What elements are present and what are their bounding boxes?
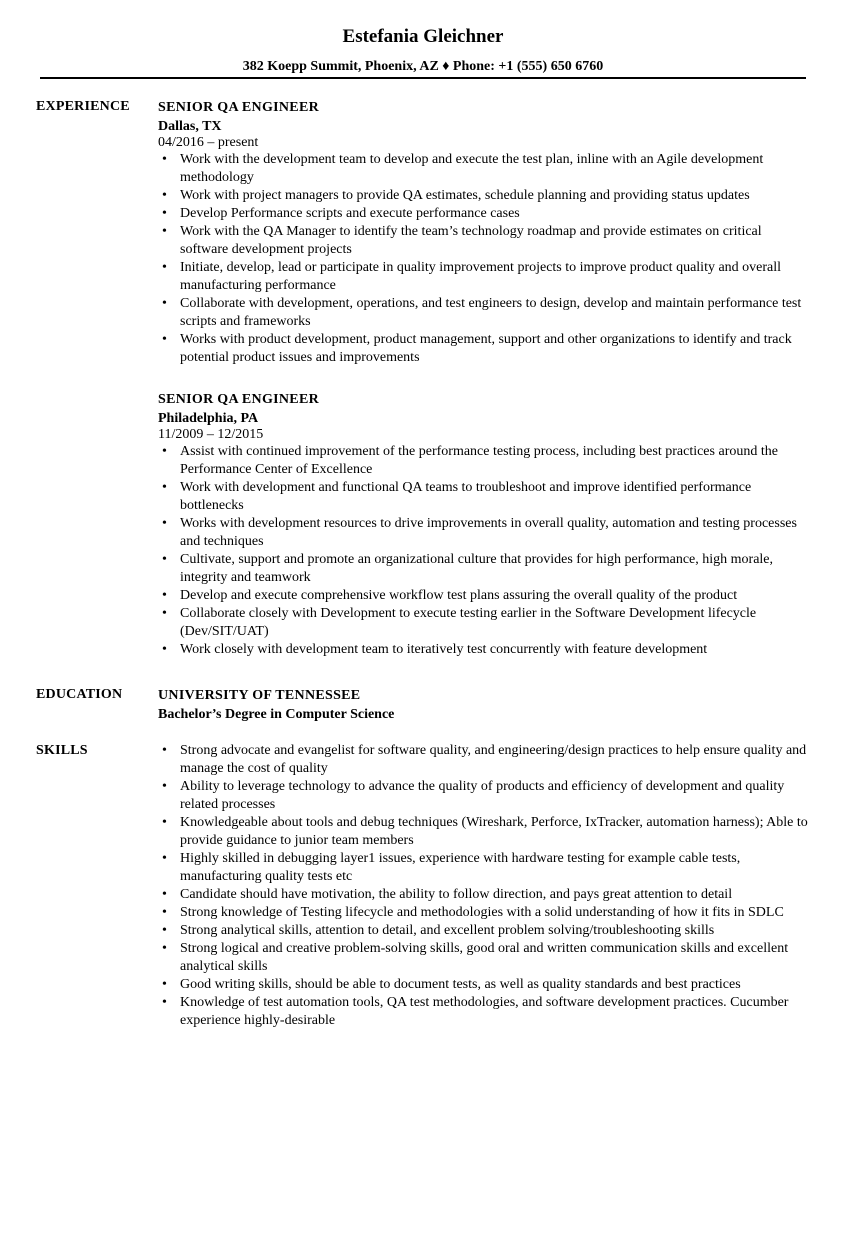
school-name: UNIVERSITY OF TENNESSEE (158, 688, 361, 703)
list-item: • Strong analytical skills, attention to detail, and excellent problem solving/troubleshooting skills (158, 922, 808, 940)
list-item: • Knowledge of test automation tools, QA test methodologies, and software development practices. Cucumber experience highly-desirable (158, 994, 808, 1030)
list-item: • Develop and execute comprehensive workflow test plans assuring the overall quality of the product (158, 587, 808, 605)
list-item: • Collaborate closely with Development to execute testing earlier in the Software Development lifecycle (Dev/SIT/UAT) (158, 605, 808, 641)
job-location: Philadelphia, PA (158, 411, 259, 426)
list-item: • Work closely with development team to iteratively test concurrently with feature development (158, 641, 808, 659)
education-entry (158, 687, 808, 725)
section-label-education: EDUCATION (36, 687, 123, 702)
list-item: • Assist with continued improvement of the performance testing process, including best practices around the Performance Center of Excellence (158, 443, 808, 479)
job-dates: 04/2016 – present (158, 135, 259, 150)
list-item: • Good writing skills, should be able to document tests, as well as quality standards and best practices (158, 976, 808, 994)
list-item: • Develop Performance scripts and execute performance cases (158, 205, 808, 223)
list-item: • Ability to leverage technology to advance the quality of products and efficiency of development and quality related processes (158, 778, 808, 814)
list-item: • Initiate, develop, lead or participate in quality improvement projects to improve product quality and overall manufacturing performance (158, 259, 808, 295)
job-bullet-list (158, 151, 808, 367)
list-item: • Candidate should have motivation, the ability to follow direction, and pays great attention to detail (158, 886, 808, 904)
header-divider (40, 77, 806, 79)
list-item: • Work with project managers to provide QA estimates, schedule planning and providing status updates (158, 187, 808, 205)
list-item: • Strong advocate and evangelist for software quality, and engineering/design practices to help ensure quality and manage the cost of quality (158, 742, 808, 778)
list-item: • Strong logical and creative problem-solving skills, good oral and written communication skills and excellent analytical skills (158, 940, 808, 976)
list-item: • Knowledgeable about tools and debug techniques (Wireshark, Perforce, IxTracker, automation harness); Able to provide guidance to junior team members (158, 814, 808, 850)
job-entry (158, 391, 808, 659)
list-item: • Work with development and functional QA teams to troubleshoot and improve identified performance bottlenecks (158, 479, 808, 515)
list-item: • Work with the QA Manager to identify the team’s technology roadmap and provide estimates on critical software development projects (158, 223, 808, 259)
skills-entry (158, 742, 808, 1030)
job-location: Dallas, TX (158, 119, 222, 134)
list-item: • Works with development resources to drive improvements in overall quality, automation and testing processes and techniques (158, 515, 808, 551)
list-item: • Cultivate, support and promote an organizational culture that provides for high performance, high morale, integrity and teamwork (158, 551, 808, 587)
list-item: • Strong knowledge of Testing lifecycle and methodologies with a solid understanding of how it fits in SDLC (158, 904, 808, 922)
job-title: SENIOR QA ENGINEER (158, 392, 319, 407)
list-item: • Works with product development, product management, support and other organizations to identify and track potential product issues and improvements (158, 331, 808, 367)
job-bullet-list (158, 443, 808, 659)
list-item: • Highly skilled in debugging layer1 issues, experience with hardware testing for example cable tests, manufacturing quality tests etc (158, 850, 808, 886)
degree: Bachelor’s Degree in Computer Science (158, 707, 395, 722)
job-entry (158, 99, 808, 367)
section-label-experience: EXPERIENCE (36, 99, 130, 114)
section-label-skills: SKILLS (36, 743, 88, 758)
contact-line: 382 Koepp Summit, Phoenix, AZ ♦ Phone: +1 (555) 650 6760 (242, 59, 604, 74)
skills-bullet-list (158, 742, 808, 1030)
candidate-name: Estefania Gleichner (342, 26, 504, 47)
list-item: • Collaborate with development, operations, and test engineers to design, develop and maintain performance test scripts and frameworks (158, 295, 808, 331)
job-dates: 11/2009 – 12/2015 (158, 427, 264, 442)
list-item: • Work with the development team to develop and execute the test plan, inline with an Agile development methodology (158, 151, 808, 187)
job-title: SENIOR QA ENGINEER (158, 100, 319, 115)
